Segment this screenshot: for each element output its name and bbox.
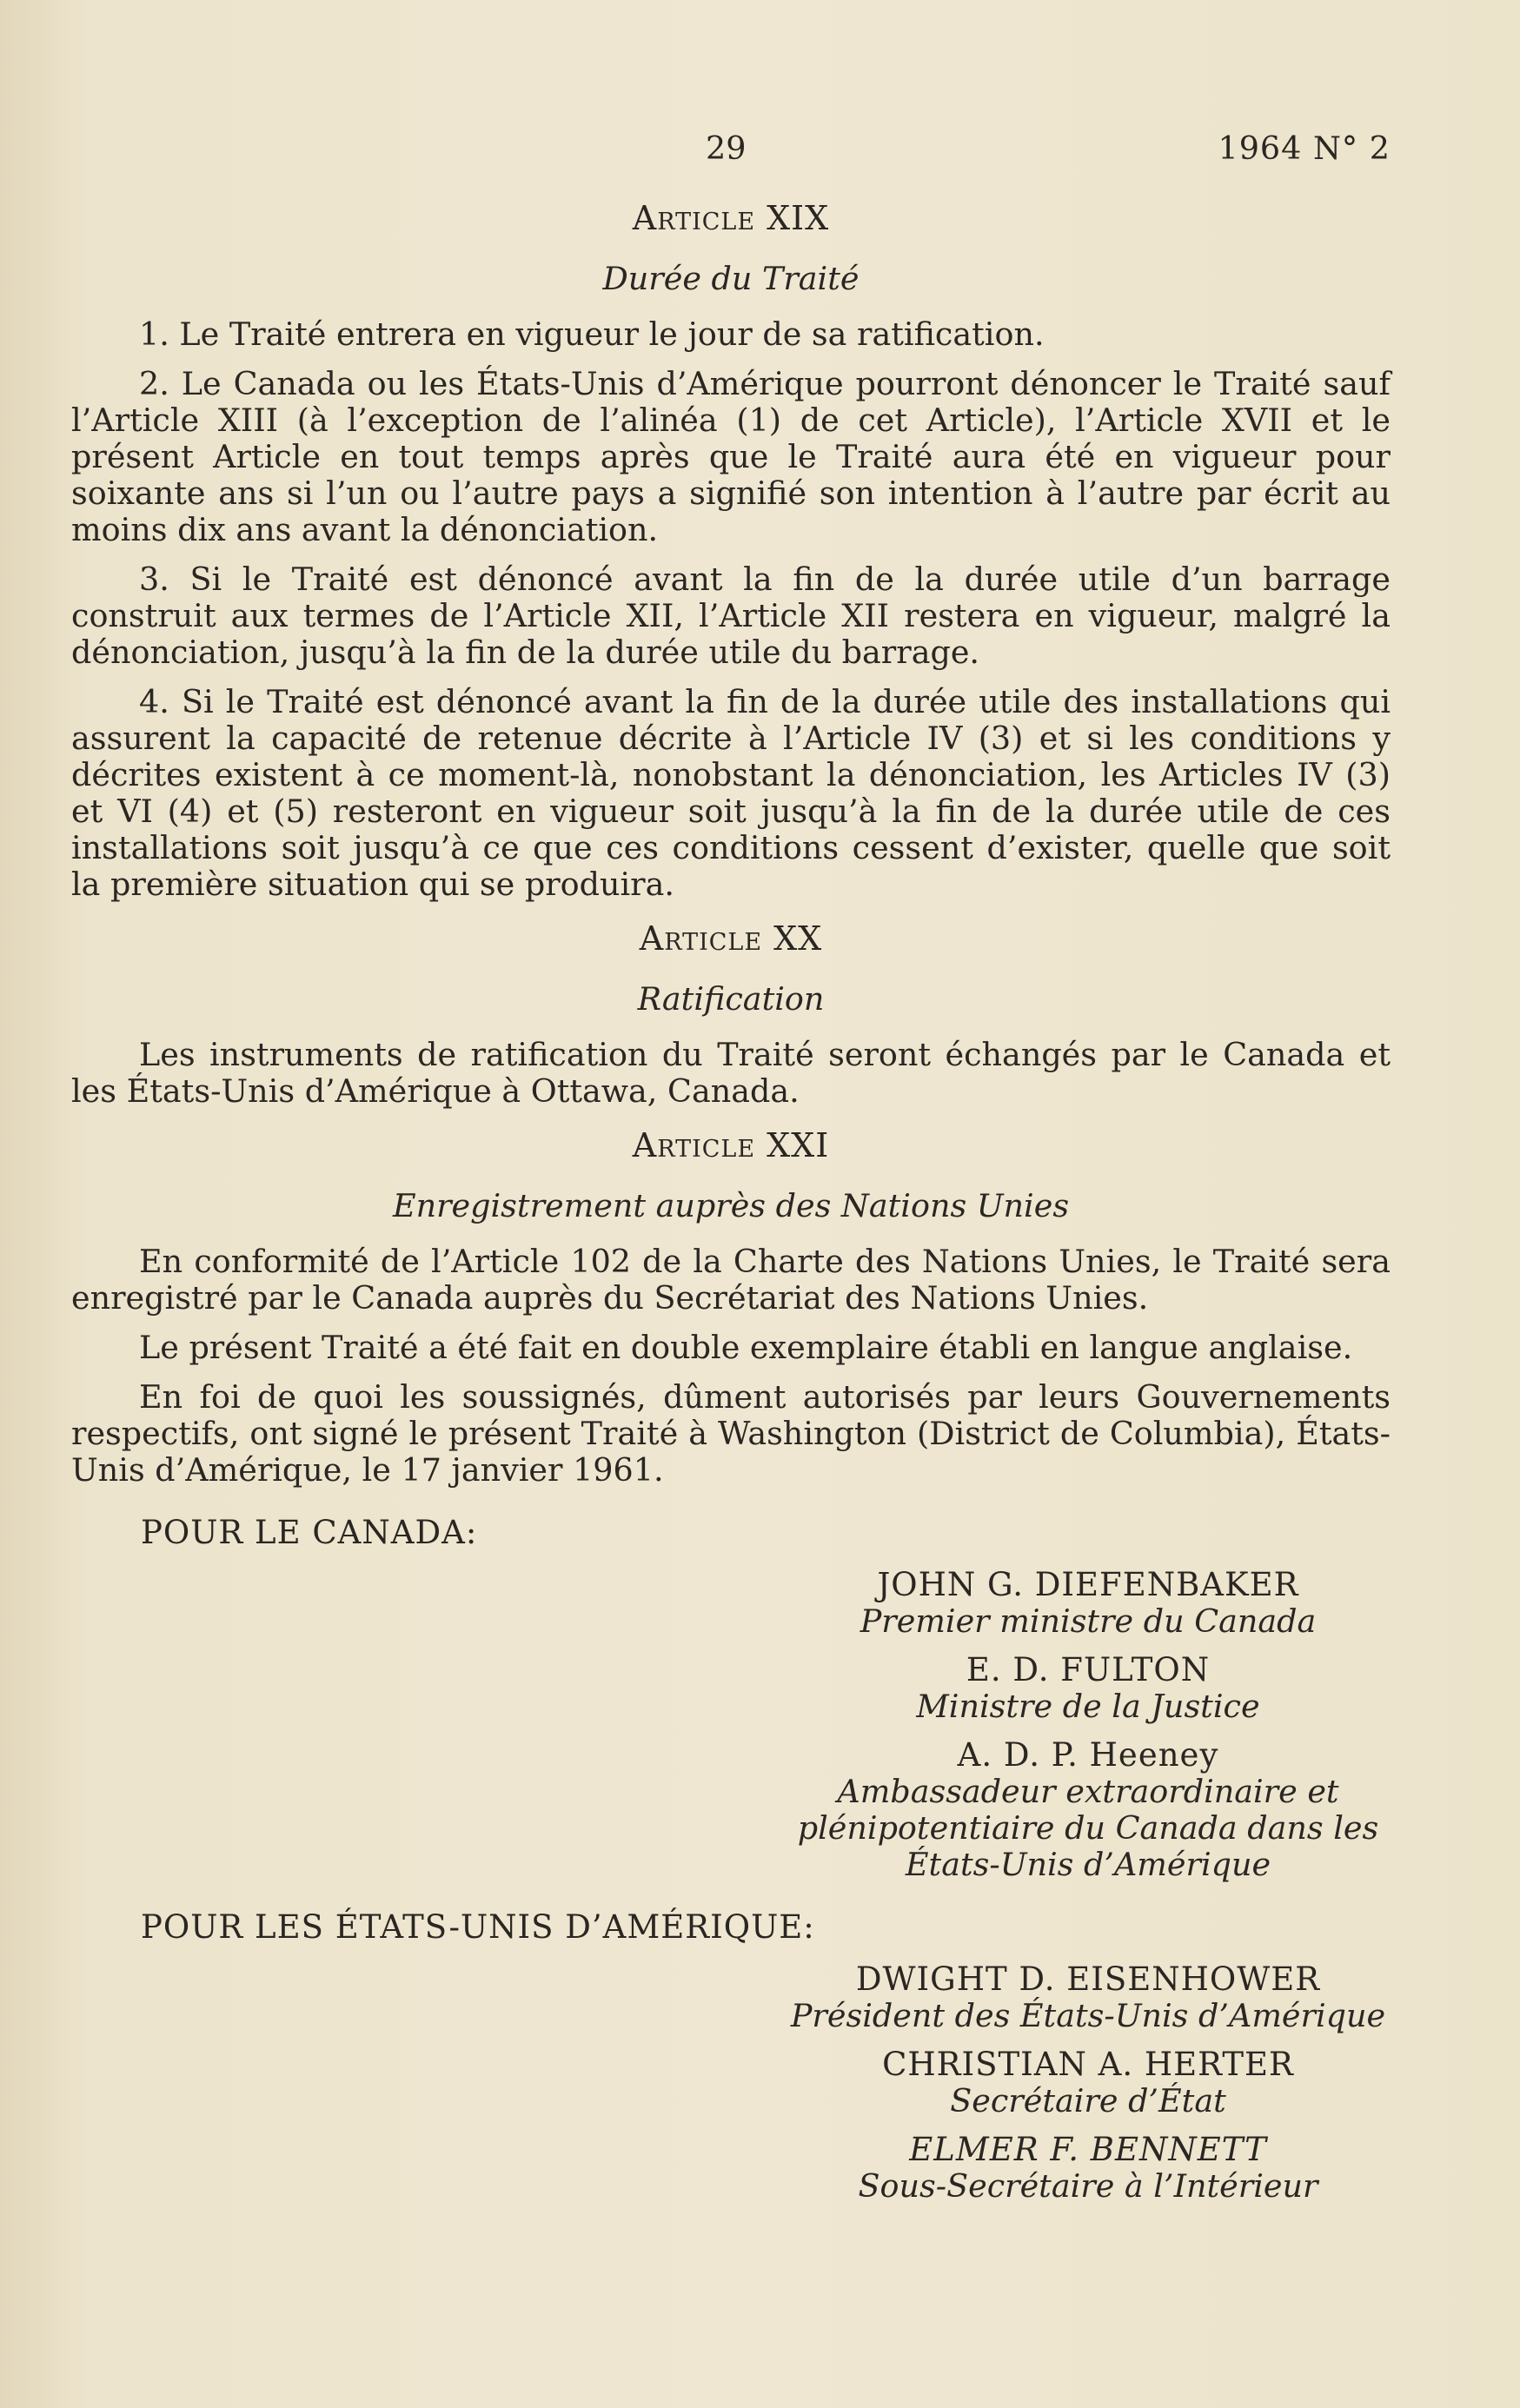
signature-block xyxy=(784,1961,1392,2034)
article-xix-subtitle: Durée du Traité xyxy=(602,260,860,297)
signatory-name: CHRISTIAN A. HERTER xyxy=(882,2046,1294,2083)
article-xx xyxy=(71,920,1391,1110)
page-number: 29 xyxy=(706,129,747,167)
article-xxi xyxy=(71,1127,1391,1489)
signatory-name: ELMER F. BENNETT xyxy=(909,2131,1267,2168)
article-xxi-paragraph-3: En foi de quoi les soussignés, dûment autorisés par leurs Gouvernements respectifs, ont signé le présent Traité à Washington (District de Columbia), États-Unis d’Amérique, le 17 janvier 1961. xyxy=(71,1378,1391,1489)
article-xix-paragraph-2: 2. Le Canada ou les États-Unis d’Amérique pourront dénoncer le Traité sauf l’Article XIII (à l’exception de l’alinéa (1) de cet Article), l’Article XVII et le présent Article en tout temps après que le Traité aura été en vigueur pour soixante ans si l’un ou l’autre pays a signifié son intention à l’autre par écrit au moins dix ans avant la dénonciation. xyxy=(71,365,1391,548)
issue-reference: 1964 N° 2 xyxy=(1218,129,1391,167)
page-content xyxy=(71,130,1391,2205)
signatory-title: Ambassadeur extraordinaire et plénipotentiaire du Canada dans les États-Unis d’Amérique xyxy=(797,1773,1379,1883)
signatory-title: Sous-Secrétaire à l’Intérieur xyxy=(858,2167,1318,2205)
article-xx-title: Article XX xyxy=(639,919,823,958)
article-xix-paragraph-1: 1. Le Traité entrera en vigueur le jour de sa ratification. xyxy=(139,315,1045,353)
signatures-canada-heading: POUR LE CANADA: xyxy=(141,1514,478,1551)
article-xix-paragraph-3: 3. Si le Traité est dénoncé avant la fin de la durée utile d’un barrage construit aux termes de l’Article XII, l’Article XII restera en vigueur, malgré la dénonciation, jusqu’à la fin de la durée utile du barrage. xyxy=(71,561,1391,671)
signatory-title: Président des États-Unis d’Amérique xyxy=(790,1997,1386,2034)
article-xx-subtitle: Ratification xyxy=(637,980,825,1018)
article-xix-title: Article XIX xyxy=(632,199,830,237)
signature-block xyxy=(784,1652,1392,1725)
signatures-usa xyxy=(71,1909,1391,2205)
signatory-title: Secrétaire d’État xyxy=(950,2082,1226,2119)
signatures-usa-heading: POUR LES ÉTATS-UNIS D’AMÉRIQUE: xyxy=(141,1908,815,1946)
article-xx-paragraph-1: Les instruments de ratification du Traité seront échangés par le Canada et les États-Unis d’Amérique à Ottawa, Canada. xyxy=(71,1036,1391,1110)
article-xix-paragraph-4: 4. Si le Traité est dénoncé avant la fin de la durée utile des installations qui assurent la capacité de retenue décrite à l’Article IV (3) et si les conditions y décrites existent à ce moment-là, nonobstant la dénonciation, les Articles IV (3) et VI (4) et (5) resteront en vigueur soit jusqu’à la fin de la durée utile de ces installations soit jusqu’à ce que ces conditions cessent d’exister, quelle que soit la première situation qui se produira. xyxy=(71,683,1391,903)
signatory-name: JOHN G. DIEFENBAKER xyxy=(877,1566,1299,1603)
signature-block xyxy=(784,1567,1392,1640)
article-xix xyxy=(71,200,1391,903)
article-xxi-subtitle: Enregistrement auprès des Nations Unies xyxy=(392,1187,1070,1224)
article-xxi-title: Article XXI xyxy=(632,1126,830,1164)
article-xxi-paragraph-1: En conformité de l’Article 102 de la Charte des Nations Unies, le Traité sera enregistré par le Canada auprès du Secrétariat des Nations Unies. xyxy=(71,1243,1391,1317)
signatory-name: E. D. FULTON xyxy=(966,1651,1211,1688)
signatory-name: A. D. P. Heeney xyxy=(957,1736,1219,1774)
signature-block xyxy=(784,1737,1392,1883)
signatory-title: Premier ministre du Canada xyxy=(860,1602,1317,1640)
page-header xyxy=(71,130,1391,182)
signature-block xyxy=(784,2132,1392,2205)
signatory-title: Ministre de la Justice xyxy=(916,1688,1260,1725)
signature-block xyxy=(784,2046,1392,2119)
article-xxi-paragraph-2: Le présent Traité a été fait en double exemplaire établi en langue anglaise. xyxy=(139,1329,1353,1366)
signatures-canada xyxy=(71,1515,1391,1883)
signatory-name: DWIGHT D. EISENHOWER xyxy=(855,1960,1321,1998)
